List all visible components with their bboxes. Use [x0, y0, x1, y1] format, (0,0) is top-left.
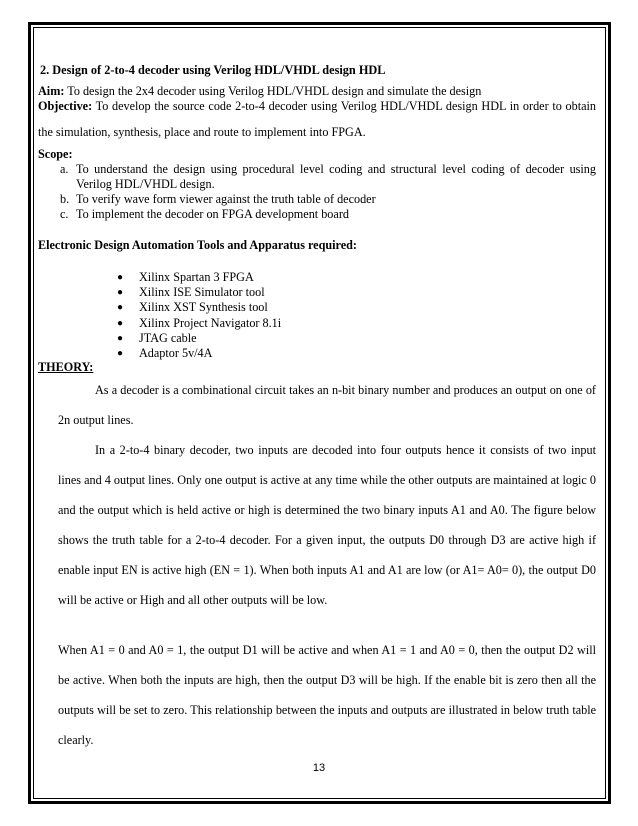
- theory-paragraph-2: In a 2-to-4 binary decoder, two inputs are decoded into four outputs hence it consists of two input lines and 4 output lines. Only one output is active at any time while the other outputs are maintained at logic 0 and the output which is held active or high is determined the two binary inputs A1 and A0. The figure below shows the truth table for a 2-to-4 decoder. For a given input, the outputs D0 through D3 are active high if enable input EN is active high (EN = 1). When both inputs A1 and A1 are low (or A1= A0= 0), the output D0 will be active or High and all other outputs will be low.: [58, 443, 596, 608]
- list-item: [38, 316, 596, 331]
- list-item-text: Adaptor 5v/4A: [139, 346, 213, 361]
- list-item: [38, 162, 596, 192]
- bullet-icon: ●: [117, 302, 124, 314]
- aim-text: To design the 2x4 decoder using Verilog HDL/VHDL design and simulate the design: [64, 84, 482, 98]
- objective-line: [38, 93, 596, 145]
- theory-paragraph-1: As a decoder is a combinational circuit takes an n-bit binary number and produces an output on one of 2n output lines.: [58, 383, 596, 428]
- theory-heading: THEORY:: [38, 360, 94, 375]
- page-number: 13: [312, 762, 326, 774]
- bullet-icon: ●: [117, 348, 124, 360]
- list-item: [38, 331, 596, 346]
- bullet-icon: ●: [117, 317, 124, 329]
- list-letter: a.: [60, 162, 69, 176]
- scope-list: [38, 162, 596, 222]
- list-letter: b.: [60, 192, 70, 206]
- tools-heading: Electronic Design Automation Tools and Apparatus required:: [38, 238, 357, 252]
- list-item-text: Xilinx Project Navigator 8.1i: [139, 315, 282, 330]
- list-item: [38, 346, 596, 361]
- list-item-text: To verify wave form viewer against the truth table of decoder: [76, 192, 376, 206]
- objective-label: Objective:: [38, 99, 93, 113]
- list-item-text: Xilinx Spartan 3 FPGA: [139, 270, 254, 284]
- section-heading: 2. Design of 2-to-4 decoder using Verilog HDL/VHDL design HDL: [40, 63, 386, 77]
- list-item: [38, 300, 596, 315]
- bullet-icon: ●: [117, 287, 124, 299]
- list-item: [38, 270, 596, 285]
- list-item: [38, 285, 596, 300]
- list-item-text: Xilinx ISE Simulator tool: [139, 285, 265, 300]
- bullet-icon: ●: [117, 332, 124, 344]
- bullet-icon: ●: [117, 272, 124, 283]
- list-item-text: To understand the design using procedural level coding and structural level coding of decoder using Verilog HDL/VHDL design.: [76, 162, 596, 191]
- scope-label: Scope:: [38, 147, 73, 161]
- theory-paragraph-3: When A1 = 0 and A0 = 1, the output D1 will be active and when A1 = 1 and A0 = 0, then the output D2 will be active. When both the inputs are high, then the output D3 will be high. If the enable bit is zero then all the outputs will be set to zero. This relationship between the inputs and outputs are illustrated in below truth table clearly.: [58, 643, 596, 748]
- list-item: [38, 192, 596, 207]
- list-letter: c.: [60, 207, 69, 221]
- tools-list: [38, 270, 596, 361]
- objective-text: To develop the source code 2-to-4 decoder using Verilog HDL/VHDL design HDL in order to obtain the simulation, synthesis, place and route to implement into FPGA.: [38, 99, 596, 139]
- list-item: [38, 207, 596, 222]
- list-item-text: JTAG cable: [139, 330, 197, 345]
- list-item-text: Xilinx XST Synthesis tool: [139, 300, 268, 315]
- aim-label: Aim:: [38, 84, 65, 98]
- page-content: [38, 63, 596, 755]
- list-item-text: To implement the decoder on FPGA development board: [76, 207, 349, 221]
